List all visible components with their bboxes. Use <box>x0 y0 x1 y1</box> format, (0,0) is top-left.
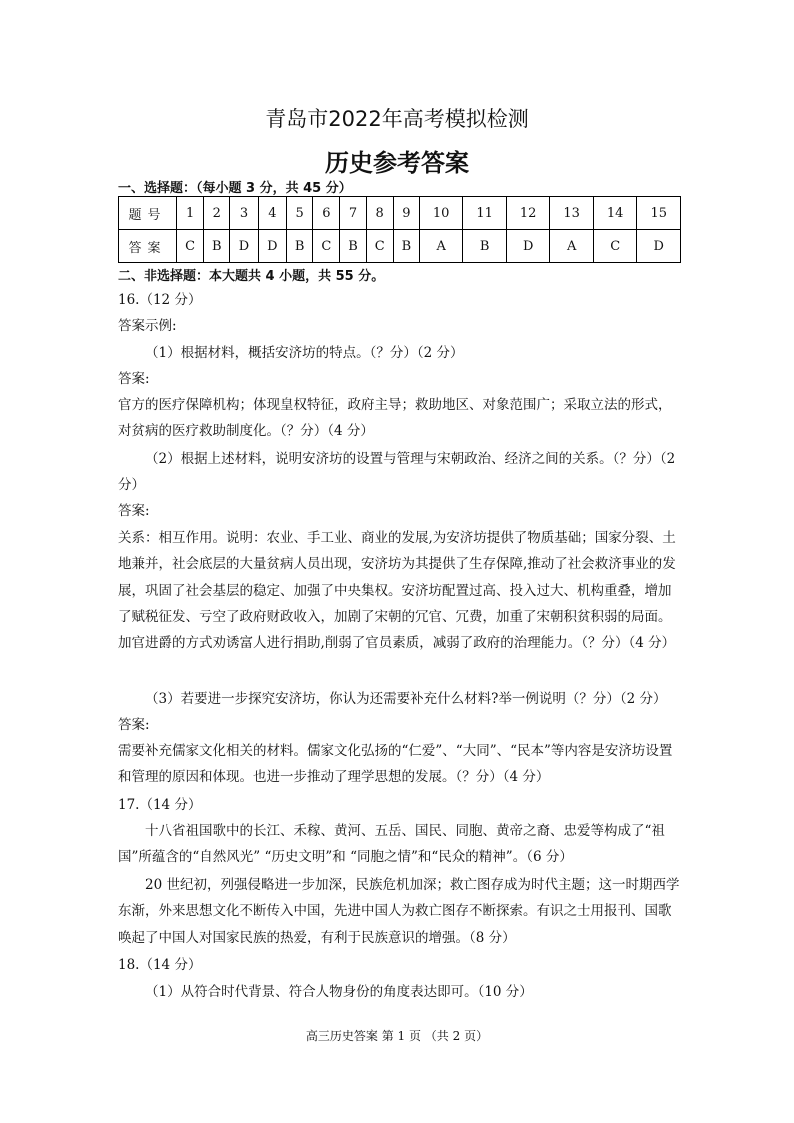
answer-cell: D <box>637 230 681 263</box>
question-number: 5 <box>287 197 313 230</box>
answer-cell: C <box>593 230 637 263</box>
q16-part3-question: （3）若要进一步探究安济坊，你认为还需要补充什么材料?举一例说明（？分）（2 分） <box>145 691 667 707</box>
q16-part2-answer: 关系：相互作用。说明：农业、手工业、商业的发展,为安济坊提供了物质基础；国家分裂、土地兼并，社会底层的大量贫病人员出现，安济坊为其提供了生存保障,推动了社会救济事业的发展，巩固了社会基层的稳定、加强了中央集权。安济坊配置过高、投入过大、机构重叠，增加了赋税征发、亏空了政府财政收入，加剧了宋朝的冗官、冗费，加重了宋朝积贫积弱的局面。加官进爵的方式劝诱富人进行捐助,削弱了官员素质，减弱了政府的治理能力。（？分）（4 分） <box>118 530 676 652</box>
answer-cell: D <box>506 230 550 263</box>
question-number: 3 <box>230 197 258 230</box>
question-number: 7 <box>340 197 366 230</box>
q16-part1-question: （1）根据材料，概括安济坊的特点。（？分）（2 分） <box>145 345 464 361</box>
q16-part1-answer: 官方的医疗保障机构；体现皇权特征，政府主导；救助地区、对象范围广；采取立法的形式，对贫病的医疗救助制度化。（？分）（4 分） <box>118 397 672 440</box>
question-number: 10 <box>419 197 463 230</box>
question-number: 8 <box>366 197 393 230</box>
page-subtitle: 历史参考答案 <box>325 149 469 177</box>
answer-cell: B <box>204 230 230 263</box>
answer-row <box>119 230 681 263</box>
q16-label: 16.（12 分） <box>118 292 202 308</box>
question-number: 6 <box>313 197 340 230</box>
answer-cell: B <box>463 230 507 263</box>
page-footer: 高三历史答案 第 1 页 （共 2 页） <box>305 1029 489 1043</box>
q18-label: 18.（14 分） <box>118 957 202 973</box>
q18-paragraph-1: （1）从符合时代背景、符合人物身份的角度表达即可。（10 分） <box>145 984 533 1000</box>
question-number: 15 <box>637 197 681 230</box>
q16-part1-answer-label: 答案: <box>118 371 150 387</box>
answer-cell: D <box>258 230 286 263</box>
question-number: 9 <box>393 197 419 230</box>
answer-cell: A <box>550 230 594 263</box>
question-number: 12 <box>506 197 550 230</box>
question-number-row <box>119 197 681 230</box>
q16-part3-answer-label: 答案: <box>118 717 150 733</box>
answer-cell: A <box>419 230 463 263</box>
answer-cell: D <box>230 230 258 263</box>
section1-heading: 一、选择题：（每小题 3 分，共 45 分） <box>118 181 352 196</box>
question-number: 2 <box>204 197 230 230</box>
answer-cell: C <box>313 230 340 263</box>
q16-part2-answer-label: 答案: <box>118 503 150 519</box>
answer-cell: B <box>393 230 419 263</box>
q16-part3-answer: 需要补充儒家文化相关的材料。儒家文化弘扬的“仁爱”、“大同”、“民本”等内容是安济坊设置和管理的原因和体现。也进一步推动了理学思想的发展。（？分）（4 分） <box>118 743 673 786</box>
question-number: 4 <box>258 197 286 230</box>
question-number: 13 <box>550 197 594 230</box>
question-number: 1 <box>177 197 204 230</box>
answer-cell: B <box>340 230 366 263</box>
answer-table <box>118 196 681 263</box>
answer-cell: C <box>177 230 204 263</box>
section2-heading: 二、非选择题：本大题共 4 小题，共 55 分。 <box>118 269 385 284</box>
q16-example-label: 答案示例: <box>118 318 177 334</box>
q17-label: 17.（14 分） <box>118 797 202 813</box>
question-number: 11 <box>463 197 507 230</box>
question-number: 14 <box>593 197 637 230</box>
q17-paragraph-1: 十八省祖国歌中的长江、禾稼、黄河、五岳、国民、同胞、黄帝之裔、忠爱等构成了“祖国”所蕴含的“自然风光” “历史文明”和 “同胞之情”和“民众的精神”。（6 分） <box>118 823 665 866</box>
q16-part2-question: （2）根据上述材料，说明安济坊的设置与管理与宋朝政治、经济之间的关系。（？分）（2 分） <box>118 451 676 494</box>
answer-cell: B <box>287 230 313 263</box>
q17-paragraph-2: 20 世纪初，列强侵略进一步加深，民族危机加深；救亡图存成为时代主题；这一时期西学东渐，外来思想文化不断传入中国，先进中国人为救亡图存不断探索。有识之士用报刊、国歌唤起了中国人对国家民族的热爱，有利于民族意识的增强。（8 分） <box>118 877 680 946</box>
row-label-answer: 答案 <box>119 230 177 263</box>
row-label-number: 题号 <box>119 197 177 230</box>
answer-cell: C <box>366 230 393 263</box>
page-title: 青岛市2022年高考模拟检测 <box>265 107 529 131</box>
